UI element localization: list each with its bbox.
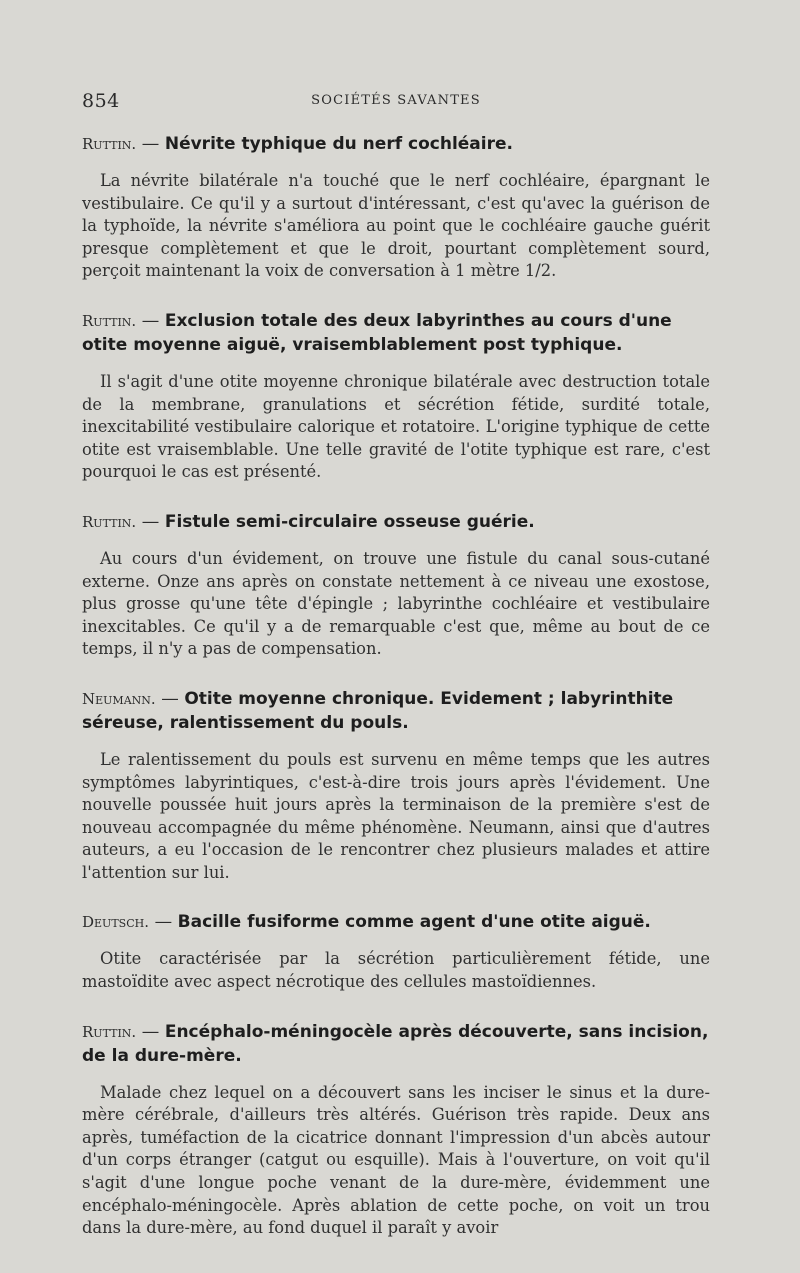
entry-title: Fistule semi-circulaire osseuse guérie.: [164, 511, 535, 532]
entry-heading: [82, 309, 710, 357]
entry-title: Névrite typhique du nerf cochléaire.: [164, 134, 513, 154]
page-number: 854: [82, 90, 120, 112]
entry-ruttin-nevrite: [82, 132, 710, 283]
entry-body: Le ralentissement du pouls est survenu en même temps que les autres symptômes labyrintiques, c'est-à-dire trois jours après l'évidement. Une nouvelle poussée huit jours après la terminaison de la première s'est de nouveau accompagnée du même phénomène. Neumann, ainsi que d'autres auteurs, a eu l'occasion de le rencontrer chez plusieurs malades et attire l'attention sur lui.: [82, 749, 710, 882]
entry-title: Exclusion totale des deux labyrinthes au cours d'une otite moyenne aiguë, vraisemblablement post typhique.: [82, 310, 672, 355]
entry-dash: —: [161, 688, 179, 709]
entry-heading: [82, 510, 710, 534]
entry-dash: —: [154, 912, 173, 933]
entry-title: Encéphalo-méningocèle après découverte, sans incision, de la dure-mère.: [82, 1021, 709, 1066]
entry-author: Neumann.: [82, 689, 156, 708]
entry-heading: [82, 132, 710, 156]
entry-dash: —: [141, 310, 160, 331]
entry-author: Ruttin.: [82, 1022, 137, 1041]
entry-body: Au cours d'un évidement, on trouve une fistule du canal sous-cutané externe. Onze ans après on constate nettement à ce niveau une exostose, plus grosse qu'une tête d'épingle ; labyrinthe cochléaire et vestibulaire inexcitables. Ce qu'il y a de remarquable c'est que, même au bout de ce temps, il n'y a pas de compensation.: [82, 548, 710, 659]
entry-author: Ruttin.: [82, 512, 137, 531]
running-header: [82, 90, 710, 122]
entry-body: Malade chez lequel on a découvert sans les inciser le sinus et la dure-mère cérébrale, d'ailleurs très altérés. Guérison très rapide. Deux ans après, tuméfaction de la cicatrice donnant l'impression d'un abcès autour d'un corps étranger (catgut ou esquille). Mais à l'ouverture, on voit qu'il s'agit d'une longue poche venant de la dure-mère, évidemment une encéphalo-méningocèle. Après ablation de cette poche, on voit un trou dans la dure-mère, au fond duquel il paraît y avoir: [82, 1082, 710, 1238]
entry-body: Otite caractérisée par la sécrétion particulièrement fétide, une mastoïdite avec aspect nécrotique des cellules mastoïdiennes.: [82, 949, 710, 992]
entry-dash: —: [141, 1021, 160, 1042]
entry-dash: —: [141, 134, 160, 154]
entry-title: Otite moyenne chronique. Evidement ; labyrinthite séreuse, ralentissement du pouls.: [82, 688, 674, 733]
entry-ruttin-fistule: [82, 510, 710, 661]
entry-ruttin-encephalo: [82, 1020, 710, 1240]
entry-author: Ruttin.: [82, 135, 137, 153]
entry-heading: [82, 687, 710, 735]
entry-heading: [82, 910, 710, 934]
entry-heading: [82, 1020, 710, 1068]
entry-title: Bacille fusiforme comme agent d'une otite aiguë.: [177, 912, 651, 933]
entry-author: Ruttin.: [82, 311, 137, 330]
entry-deutsch-bacille: [82, 910, 710, 993]
entry-author: Deutsch.: [82, 913, 149, 932]
entry-neumann-otite: [82, 687, 710, 885]
entry-body: La névrite bilatérale n'a touché que le nerf cochléaire, épargnant le vestibulaire. Ce qu'il y a surtout d'intéressant, c'est qu'avec la guérison de la typhoïde, la névrite s'améliora au point que le cochléaire gauche guérit presque complètement et que le droit, pourtant complètement sourd, perçoit maintenant la voix de conversation à 1 mètre 1/2.: [82, 171, 710, 281]
running-title: SOCIÉTÉS SAVANTES: [311, 93, 481, 108]
entry-body: Il s'agit d'une otite moyenne chronique bilatérale avec destruction totale de la membrane, granulations et sécrétion fétide, surdité totale, inexcitabilité vestibulaire calorique et rotatoire. L'origine typhique de cette otite est vraisemblable. Une telle gravité de l'otite typhique est rare, c'est pourquoi le cas est présenté.: [82, 371, 710, 482]
entry-ruttin-exclusion: [82, 309, 710, 484]
entry-dash: —: [141, 511, 160, 532]
